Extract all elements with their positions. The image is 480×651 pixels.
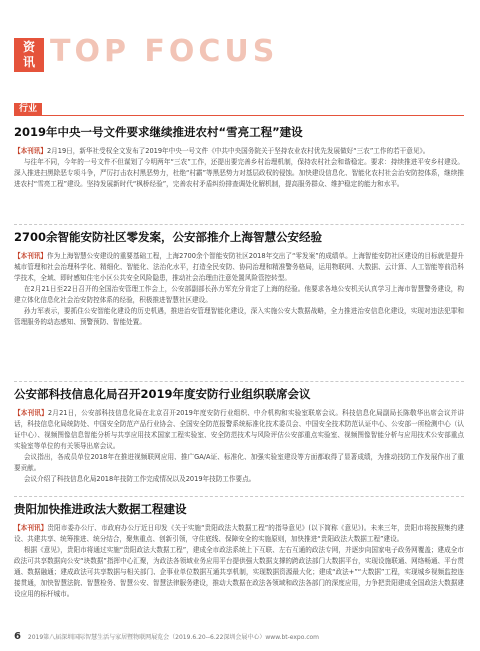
article-paragraph: 根据《意见》，贵阳市将通过实施“贵阳政法大数据工程”，建成全市政法系统上下互联、左右互通的政法专网，并逐步向国家电子政务网覆盖；建成全市政法可共享数据向公安“块数据”指挥中心汇聚，为政法各领域业务应用平台提供强大数据支撑的跨政法部门大数据平台，实现设施联通、网络畅通、平台贯通、数据融通；建成政法可共享数据与相关部门、企事业单位数据互通共享机制，实现数据资源最大化；建成“政法+”“大数据”工程，实现城乡视频监控连接贯通，加快智慧法院、智慧检务、智慧公安、智慧法律服务建设，推动大数据在政法各领域和政法各部门的深度应用，力争把贵阳建成全国政法大数据建设应用的标杆城市。: [14, 546, 464, 598]
brand-line-2: 讯: [22, 55, 35, 69]
article-paragraph: 与往年不同，今年的一号文件不但谋划了今明两年“三农”工作，还提出要完善乡村治理机制，保持农村社会和谐稳定。要求：持续推进平安乡村建设。深入推进扫黑除恶专项斗争，严厉打击农村黑恶势力，杜绝“村霸”等黑恶势力对基层政权的侵蚀。加快建设信息化、智能化农村社会治安防控体系，继续推进农村“雪亮工程”建设。坚持发展新时代“枫桥经验”，完善农村矛盾纠纷排查调处化解机制，提高服务群众、维护稳定的能力和水平。: [14, 158, 464, 188]
article-title: 2700余智能安防社区零发案，公安部推介上海智慧公安经验: [14, 230, 323, 244]
source-tag: 【本刊讯】: [14, 524, 48, 532]
article-title: 公安部科技信息化局召开2019年度安防行业组织联席会议: [14, 387, 311, 401]
brand-block: [14, 38, 44, 72]
article-title: 2019年中央一号文件要求继续推进农村“雪亮工程”建设: [14, 125, 303, 139]
article-paragraph: 【本刊讯】贵阳市委办公厅、市政府办公厅近日印发《关于实施“贵阳政法大数据工程”的指导意见》(以下简称《意见》)。未来三年，贵阳市将按照集约建设、共建共享、统筹推进、统分结合，聚焦重点、创新引领，守住底线、保障安全的实施原则，加快推进“贵阳政法大数据工程”建设。: [14, 524, 464, 543]
article-4: [14, 502, 464, 600]
article-3: [14, 387, 464, 485]
top-bar: [0, 0, 480, 14]
article-divider: [14, 496, 464, 497]
banner-title: TOP FOCUS: [50, 34, 279, 69]
article-paragraph: 【本刊讯】2月21日，公安部科技信息化局在北京召开2019年度安防行业组织、中介机构和实验室联席会议。科技信息化局副局长陈敬华出席会议并讲话，科技信息化局统防处、中国安全防范产品行业协会、全国安全防范报警系统标准化技术委员会、中国安全技术防范认证中心、公安部一所检测中心（认证中心）、视频图像信息智能分析与共享应用技术国家工程实验室、安全防范技术与风险评估公安部重点实验室、视频图像智能分析与应用技术公安部重点实验室等单位的有关领导出席会议。: [14, 409, 465, 450]
article-title: 贵阳加快推进政法大数据工程建设: [14, 502, 187, 516]
page-footer: [14, 631, 319, 642]
article-paragraph: 孙力军表示，要抓住公安智能化建设的历史机遇，推进治安管理智能化建设，深入实施公安大数据战略，全力推进治安信息化建设，实现对违法犯罪和管理服务的动态感知、预警预防、智能处置。: [14, 307, 464, 326]
article-paragraph: 【本刊讯】作为上海智慧公安建设的重要基础工程，上海2700余个智能安防社区2018年交出了“零发案”的成绩单。上海智能安防社区建设的目标就是提升城市管理和社会治理科学化、精细化、智能化、法治化水平，打造全民安防、协同治理和精准警务格局，运用物联网、大数据、云计算、人工智能等前沿科学技术，全域、即时感知住宅小区公共安全风险隐患，推动社会治理由注意处置风险管控转型。: [14, 252, 465, 282]
article-divider: [14, 224, 464, 225]
article-2: [14, 230, 464, 328]
footer-text: 2019第八届深圳国际智慧生活与家居暨物联网展览会（2019.6.20--6.22深圳会展中心）www.bt-expo.com: [27, 634, 320, 641]
section-divider: [14, 115, 464, 116]
article-paragraph: 会议指出，各成员单位2018年在推进视频联网应用、推广GA/A证、标准化、加强实验室建设等方面都取得了显著成绩，为推动技防工作发展作出了重要贡献。: [14, 453, 464, 472]
source-tag: 【本刊讯】: [14, 147, 47, 155]
article-1: [14, 125, 464, 190]
section-tag: 行业: [14, 103, 42, 116]
article-divider: [14, 381, 464, 382]
source-tag: 【本刊讯】: [14, 252, 48, 260]
source-tag: 【本刊讯】: [14, 409, 48, 417]
page-number: 6: [14, 631, 21, 642]
article-paragraph: 在2月21日至22日召开的全国治安管理工作会上，公安部副部长孙力军充分肯定了上海的经验。他要求各地公安机关认真学习上海市智慧警务建设，构建立体化信息化社会治安防控体系的经验，积极推进智慧社区建设。: [14, 285, 464, 304]
brand-line-1: 资: [22, 40, 35, 54]
article-paragraph: 会议介绍了科技信息化局2018年技防工作完成情况以及2019年技防工作要点。: [23, 475, 256, 483]
article-paragraph: 【本刊讯】2月19日，新华社受权全文发布了2019年中央一号文件《中共中央国务院关于坚持农业农村优先发展做好“三农”工作的若干意见》。: [14, 147, 430, 155]
